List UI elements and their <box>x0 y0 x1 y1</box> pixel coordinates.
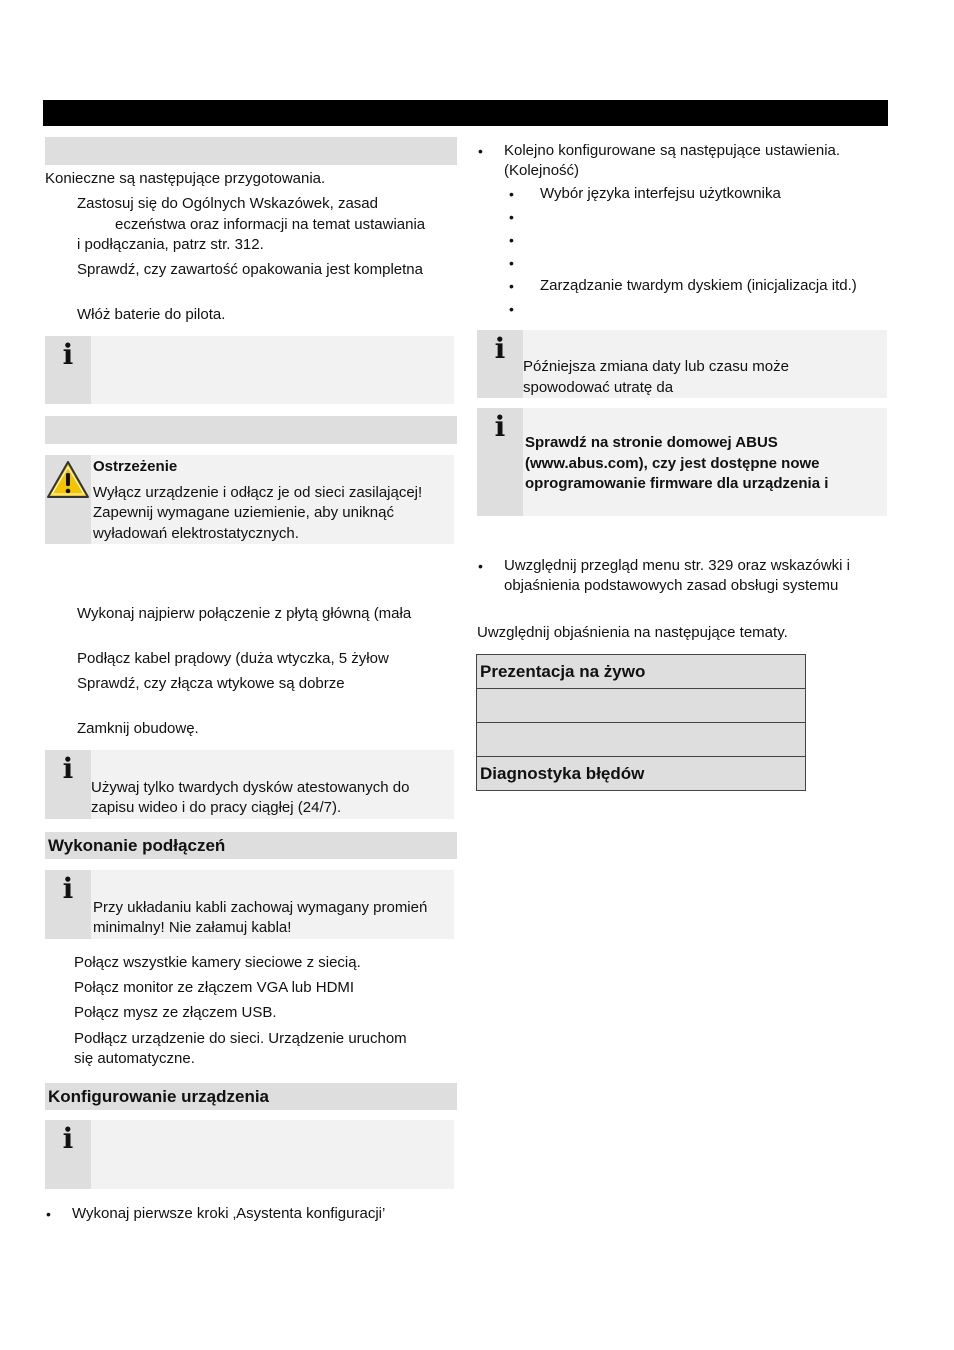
connection-step-2: Połącz monitor ze złączem VGA lub HDMI <box>74 979 355 996</box>
info-note-firmware-line-2: (www.abus.com), czy jest dostępne nowe <box>525 455 820 472</box>
preparations-intro: Konieczne są następujące przygotowania. <box>45 170 326 187</box>
section-hdd-header <box>45 416 457 444</box>
prep-step-1-line-1: Zastosuj się do Ogólnych Wskazówek, zasad <box>77 195 378 212</box>
info-icon-cell <box>45 870 91 939</box>
bullet-icon: • <box>509 278 514 294</box>
settings-order-line-1: Kolejno konfigurowane są następujące ustawienia. <box>504 142 841 159</box>
info-note-preparation <box>45 336 454 404</box>
warning-box <box>45 455 454 544</box>
info-note-cables <box>45 870 454 939</box>
bullet-icon: • <box>509 186 514 202</box>
bullet-icon: • <box>478 558 483 574</box>
info-icon: i <box>62 872 74 905</box>
topics-intro: Uwzględnij objaśnienia na następujące tematy. <box>477 624 788 641</box>
info-icon: i <box>62 338 74 371</box>
settings-order-line-2: (Kolejność) <box>504 162 580 179</box>
hdd-step-1: Wykonaj najpierw połączenie z płytą główną (mała <box>77 605 412 622</box>
info-note-firmware-line-1: Sprawdź na stronie domowej ABUS <box>525 434 778 451</box>
hdd-step-3: Sprawdź, czy złącza wtykowe są dobrze <box>77 675 345 692</box>
topics-table <box>476 654 806 791</box>
info-note-firmware-line-3: oprogramowanie firmware dla urządzenia i <box>525 475 829 492</box>
info-note-cables-line-1: Przy układaniu kabli zachowaj wymagany promień <box>93 899 428 916</box>
warning-title: Ostrzeżenie <box>93 458 178 475</box>
hdd-step-4: Zamknij obudowę. <box>77 720 199 737</box>
table-row <box>477 757 806 791</box>
bullet-icon: • <box>509 209 514 225</box>
prep-step-1-line-3: i podłączania, patrz str. 312. <box>77 236 264 253</box>
connection-step-3: Połącz mysz ze złączem USB. <box>74 1004 277 1021</box>
bullet-icon: • <box>478 143 483 159</box>
section-preparations-header <box>45 137 457 165</box>
table-row <box>477 655 806 689</box>
section-connections-header: Wykonanie podłączeń <box>45 832 457 859</box>
info-note-configuration <box>45 1120 454 1189</box>
info-icon-cell <box>477 408 523 516</box>
info-icon: i <box>494 332 506 365</box>
table-row <box>477 723 806 757</box>
warning-text-line-2: Zapewnij wymagane uziemienie, aby uniknąć <box>93 504 394 521</box>
warning-icon-cell <box>45 455 91 544</box>
setting-item-language: Wybór języka interfejsu użytkownika <box>540 185 781 202</box>
info-icon: i <box>62 752 74 785</box>
info-note-hdd-line-2: zapisu wideo i do pracy ciągłej (24/7). <box>91 799 342 816</box>
bullet-icon: • <box>509 301 514 317</box>
table-row <box>477 689 806 723</box>
connection-step-1: Połącz wszystkie kamery sieciowe z siecią. <box>74 954 361 971</box>
info-note-date-time-line-1: Późniejsza zmiana daty lub czasu może <box>523 358 789 375</box>
setting-item-hdd-management: Zarządzanie twardym dyskiem (inicjalizacja itd.) <box>540 277 857 294</box>
topic-error-diagnostics: Diagnostyka błędów <box>477 757 806 791</box>
info-icon-cell <box>45 1120 91 1189</box>
warning-text-line-1: Wyłącz urządzenie i odłącz je od sieci zasilającej! <box>93 484 423 501</box>
warning-text-line-3: wyładowań elektrostatycznych. <box>93 525 299 542</box>
topic-3 <box>477 723 806 757</box>
info-icon-cell <box>45 336 91 404</box>
menu-overview-line-1: Uwzględnij przegląd menu str. 329 oraz wskazówki i <box>504 557 850 574</box>
bullet-icon: • <box>46 1206 51 1222</box>
info-note-firmware <box>477 408 887 516</box>
bullet-icon: • <box>509 255 514 271</box>
info-icon-cell <box>477 330 523 398</box>
topic-2 <box>477 689 806 723</box>
header-bar <box>43 100 888 126</box>
menu-overview-line-2: objaśnienia podstawowych zasad obsługi systemu <box>504 577 839 594</box>
info-icon: i <box>62 1122 74 1155</box>
bullet-icon: • <box>509 232 514 248</box>
warning-triangle-icon <box>45 457 91 503</box>
hdd-step-2: Podłącz kabel prądowy (duża wtyczka, 5 żyłow <box>77 650 389 667</box>
config-wizard-step: Wykonaj pierwsze kroki ‚Asystenta konfiguracji’ <box>72 1205 386 1222</box>
info-note-cables-line-2: minimalny! Nie załamuj kabla! <box>93 919 292 936</box>
prep-step-3: Włóż baterie do pilota. <box>77 306 226 323</box>
prep-step-1-line-2: eczeństwa oraz informacji na temat ustawiania <box>115 216 426 233</box>
info-icon: i <box>494 410 506 443</box>
info-note-date-time <box>477 330 887 398</box>
section-configuration-header: Konfigurowanie urządzenia <box>45 1083 457 1110</box>
topic-live-view: Prezentacja na żywo <box>477 655 806 689</box>
prep-step-2: Sprawdź, czy zawartość opakowania jest kompletna <box>77 261 423 278</box>
info-note-date-time-line-2: spowodować utratę da <box>523 379 674 396</box>
info-icon-cell <box>45 750 91 819</box>
info-note-hdd-line-1: Używaj tylko twardych dysków atestowanych do <box>91 779 410 796</box>
connection-step-4-line-1: Podłącz urządzenie do sieci. Urządzenie uruchom <box>74 1030 407 1047</box>
info-note-hdd <box>45 750 454 819</box>
connection-step-4-line-2: się automatyczne. <box>74 1050 195 1067</box>
